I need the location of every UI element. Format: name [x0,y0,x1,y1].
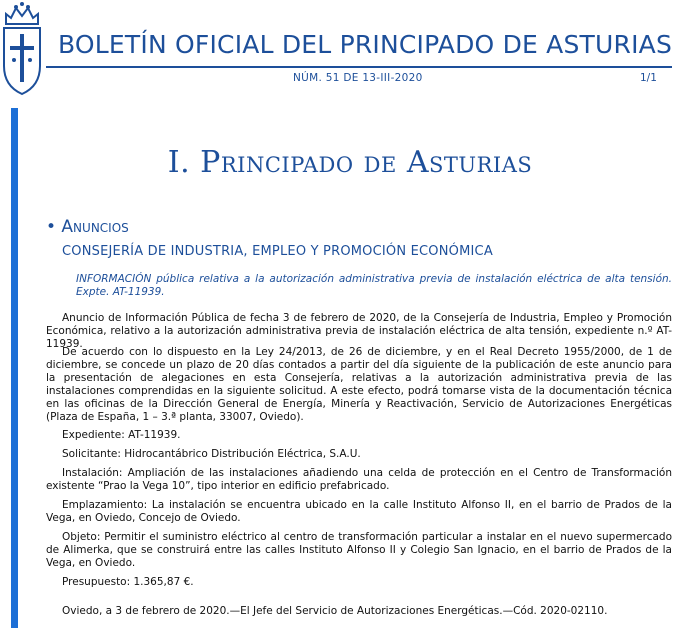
field-instalacion [46,467,672,493]
field-emplazamiento [46,499,672,525]
paragraph: Objeto: Permitir el suministro eléctrico al centro de transformación particular a instalar en el nuevo supermercado de Alimerka, que se construirá entre las calles Instituto Alfonso II y Colegio San Ignacio, en el barrio de Prados de la Vega, en Oviedo. [46,531,672,569]
paragraph: Expediente: AT-11939. [62,429,181,441]
side-bar [11,108,18,628]
department-heading: CONSEJERÍA DE INDUSTRIA, EMPLEO Y PROMOCIÓN ECONÓMICA [62,244,493,259]
field-expediente [46,429,672,442]
issue-number: NÚM. 51 DE 13-III-2020 [293,72,423,84]
page-count: 1/1 [640,72,657,84]
paragraph: Anuncio de Información Pública de fecha 3 de febrero de 2020, de la Consejería de Industria, Empleo y Promoción Económica, relativo a la autorización administrativa previa de instalación eléctrica de alta tensión, expediente n.º AT-11939. [46,312,672,350]
field-presupuesto [46,576,672,589]
announcement-subject: INFORMACIÓN pública relativa a la autorización administrativa previa de instalación eléctrica de alta tensión. Expte. AT-11939. [76,273,672,298]
bulletin-title: BOLETÍN OFICIAL DEL PRINCIPADO DE ASTURIAS [58,30,673,59]
field-objeto [46,531,672,570]
paragraph: Presupuesto: 1.365,87 €. [62,576,194,588]
paragraph-legal [46,346,672,424]
paragraph: De acuerdo con lo dispuesto en la Ley 24/2013, de 26 de diciembre, y en el Real Decreto 1955/2000, de 1 de diciembre, se concede un plazo de 20 días contados a partir del día siguiente de la publicación de este anuncio para la presentación de alegaciones en esta Consejería, relativas a la autorización administrativa previa de las instalaciones comprendidas en la siguiente solicitud. A este efecto, podrá tomarse vista de la documentación técnica en las oficinas de la Dirección General de Energía, Minería y Reactivación, Servicio de Autorizaciones Energéticas (Plaza de España, 1 – 3.ª planta, 33007, Oviedo). [46,346,672,423]
paragraph: Instalación: Ampliación de las instalaciones añadiendo una celda de protección en el Centro de Transformación existente “Prao la Vega 10”, tipo interior en edificio prefabricado. [46,467,672,492]
header-divider [46,66,672,68]
section-title: I. Principado de Asturias [167,145,533,180]
paragraph: Emplazamiento: La instalación se encuentra ubicado en la calle Instituto Alfonso II, en el barrio de Prados de la Vega, en Oviedo, Concejo de Oviedo. [46,499,672,524]
asturias-crest-icon [0,0,44,96]
subsection-heading: • Anuncios [46,217,129,237]
signature-line [46,605,672,618]
paragraph: Oviedo, a 3 de febrero de 2020.—El Jefe del Servicio de Autorizaciones Energéticas.—Cód. 2020-02110. [62,605,608,617]
paragraph: Solicitante: Hidrocantábrico Distribución Eléctrica, S.A.U. [62,448,361,460]
field-solicitante [46,448,672,461]
